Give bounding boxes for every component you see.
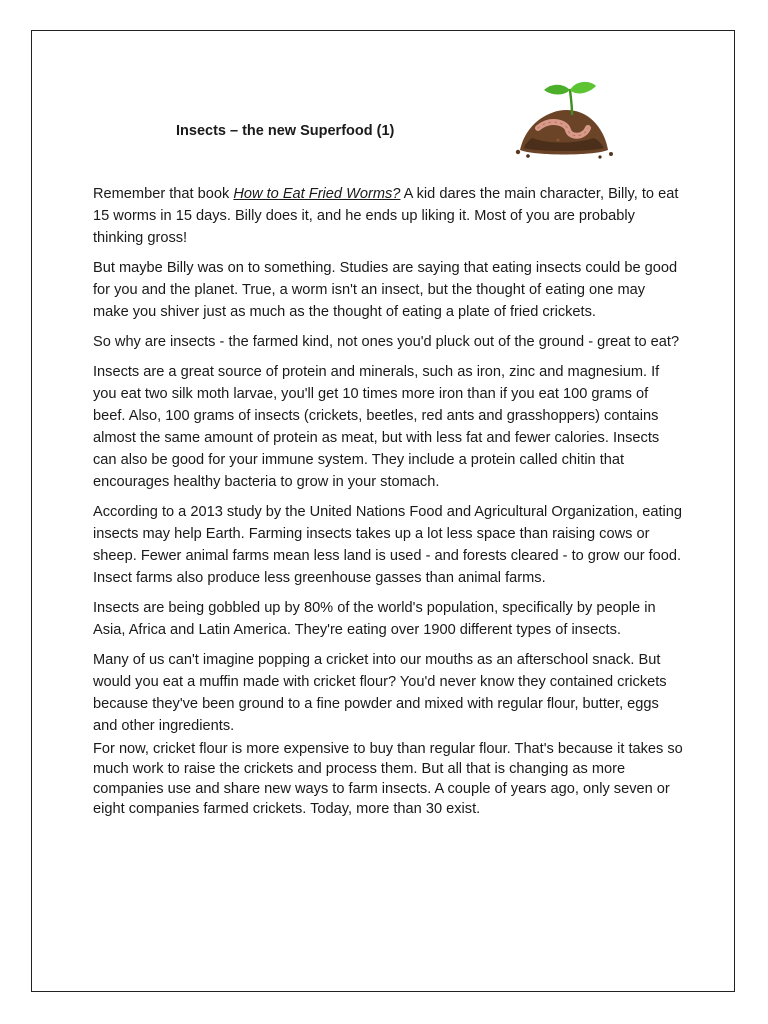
paragraph-4: Insects are a great source of protein and minerals, such as iron, zinc and magnesium. If you eat two silk moth larvae, you'll get 10 times more iron than if you eat 100 grams of beef. Also, 100 grams of insects (crickets, beetles, red ants and grasshoppers) contains almost the same amount of protein as meat, but with less fat and fewer calories. Insects can also be good for your immune system. They include a protein called chitin that encourages healthy bacteria to grow in your stomach. xyxy=(93,364,660,490)
paragraph-1: Remember that book How to Eat Fried Worms? A kid dares the main character, Billy, to eat 15 worms in 15 days. Billy does it, and he ends up liking it. Most of you are probably thinking gross! xyxy=(93,186,679,246)
worm-in-soil-with-sprout-icon xyxy=(514,78,614,168)
article-body xyxy=(93,183,683,827)
paragraph-7: Many of us can't imagine popping a cricket into our mouths as an afterschool snack. But would you eat a muffin made with cricket flour? You'd never know they contained crickets because they've been ground to a fine powder and mixed with regular flour, butter, eggs and other ingredients. xyxy=(93,652,667,734)
paragraph-6: Insects are being gobbled up by 80% of the world's population, specifically by people in Asia, Africa and Latin America. They're eating over 1900 different types of insects. xyxy=(93,600,656,638)
document-title: Insects – the new Superfood (1) xyxy=(176,123,395,139)
book-title-link[interactable]: How to Eat Fried Worms? xyxy=(233,186,401,202)
paragraph-5: According to a 2013 study by the United Nations Food and Agricultural Organization, eating insects may help Earth. Farming insects takes up a lot less space than raising cows or sheep. Fewer animal farms mean less land is used - and forests cleared - to grow our food. Insect farms also produce less greenhouse gasses than animal farms. xyxy=(93,504,682,586)
paragraph-2: But maybe Billy was on to something. Studies are saying that eating insects could be good for you and the planet. True, a worm isn't an insect, but the thought of eating one may make you shiver just as much as the thought of eating a plate of fried crickets. xyxy=(93,260,678,320)
paragraph-3: So why are insects - the farmed kind, not ones you'd pluck out of the ground - great to eat? xyxy=(93,334,680,350)
paragraph-8: For now, cricket flour is more expensive to buy than regular flour. That's because it takes so much work to raise the crickets and process them. But all that is changing as more companies use and share new ways to farm insects. A couple of years ago, only seven or eight companies farmed crickets. Today, more than 30 exist. xyxy=(93,741,683,817)
